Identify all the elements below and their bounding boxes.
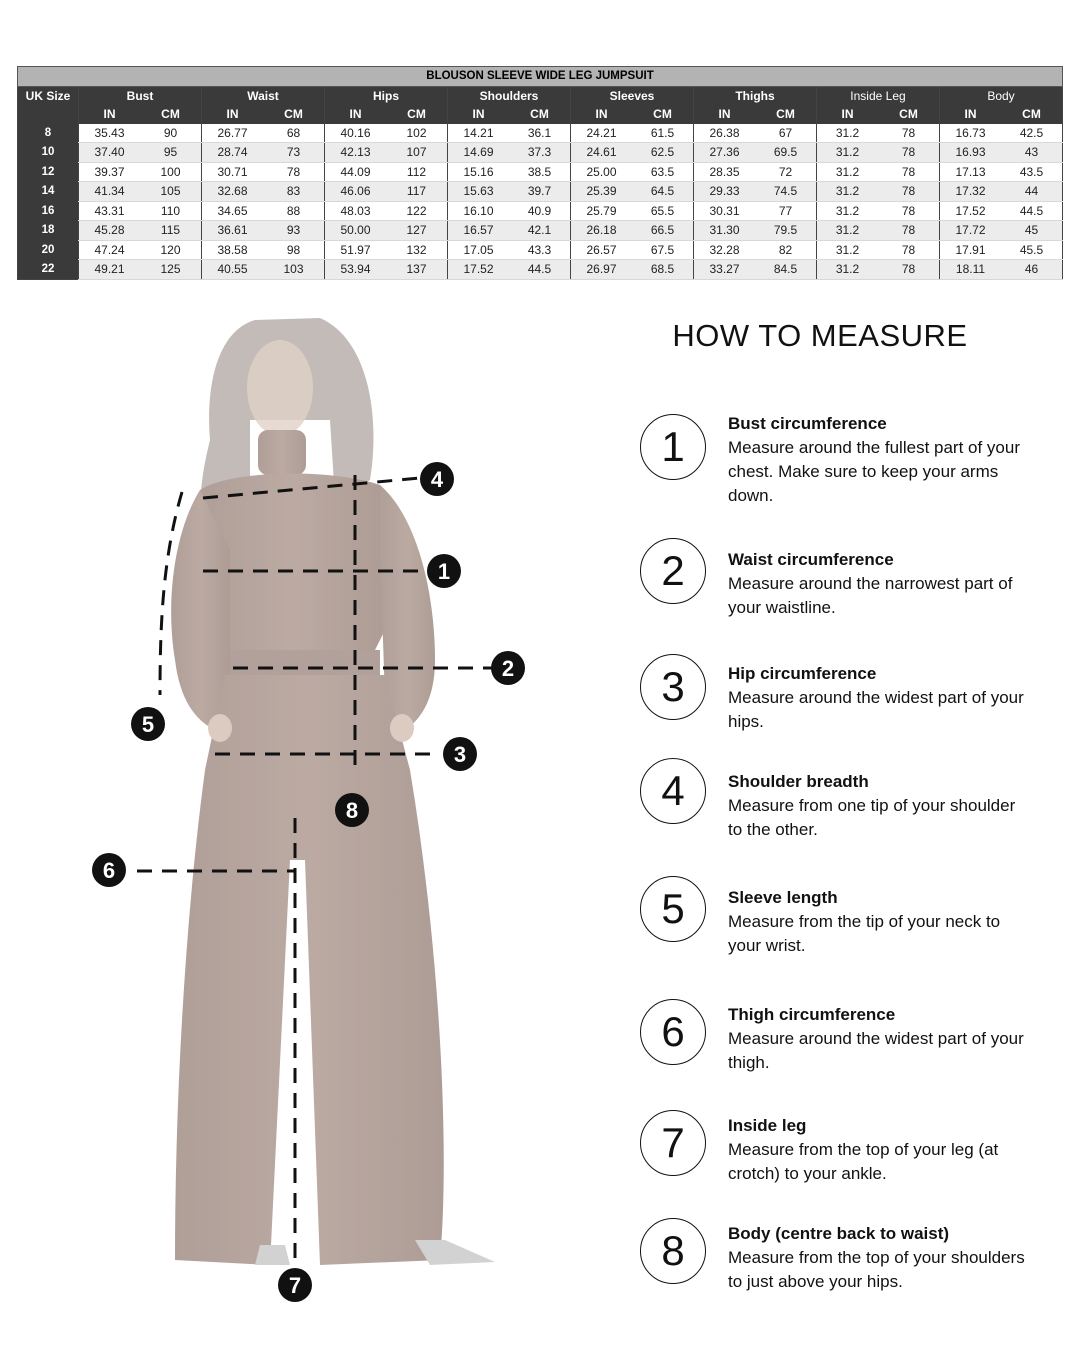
table-cell: 32.28 bbox=[694, 240, 756, 260]
marker-number: 1 bbox=[437, 559, 451, 584]
table-cell: 78 bbox=[878, 260, 940, 280]
marker-4 bbox=[420, 462, 454, 496]
size-cell: 14 bbox=[18, 182, 79, 202]
step-text bbox=[728, 662, 1028, 734]
jumpsuit-illustration bbox=[80, 300, 580, 1340]
unit-cm-header: CM bbox=[386, 105, 448, 124]
table-cell: 98 bbox=[263, 240, 325, 260]
unit-cm-header: CM bbox=[140, 105, 202, 124]
unit-spacer bbox=[18, 105, 79, 124]
table-cell: 88 bbox=[263, 201, 325, 221]
table-cell: 15.63 bbox=[448, 182, 510, 202]
table-cell: 90 bbox=[140, 124, 202, 143]
size-cell: 22 bbox=[18, 260, 79, 280]
table-cell: 31.2 bbox=[817, 143, 879, 163]
table-cell: 15.16 bbox=[448, 162, 510, 182]
group-header-hips: Hips bbox=[325, 86, 448, 105]
table-cell: 65.5 bbox=[632, 201, 694, 221]
table-cell: 17.32 bbox=[940, 182, 1002, 202]
marker-number: 5 bbox=[141, 712, 155, 737]
table-cell: 41.34 bbox=[79, 182, 141, 202]
table-row bbox=[18, 182, 1063, 202]
table-cell: 26.38 bbox=[694, 124, 756, 143]
table-cell: 24.61 bbox=[571, 143, 633, 163]
step-description: Measure around the narrowest part of your waistline. bbox=[728, 574, 1013, 617]
step-description: Measure around the widest part of your thigh. bbox=[728, 1029, 1024, 1072]
unit-cm-header: CM bbox=[1001, 105, 1063, 124]
group-header-body: Body bbox=[940, 86, 1063, 105]
table-cell: 24.21 bbox=[571, 124, 633, 143]
table-cell: 35.43 bbox=[79, 124, 141, 143]
step-description: Measure from one tip of your shoulder to the other. bbox=[728, 796, 1016, 839]
table-cell: 31.2 bbox=[817, 201, 879, 221]
table-cell: 43 bbox=[1001, 143, 1063, 163]
size-cell: 10 bbox=[18, 143, 79, 163]
step-number-circle: 2 bbox=[640, 538, 706, 604]
table-cell: 68.5 bbox=[632, 260, 694, 280]
marker-6 bbox=[92, 853, 126, 887]
unit-cm-header: CM bbox=[755, 105, 817, 124]
step-description: Measure from the tip of your neck to your wrist. bbox=[728, 912, 1001, 955]
step-description: Measure from the top of your shoulders to just above your hips. bbox=[728, 1248, 1025, 1291]
table-row bbox=[18, 124, 1063, 143]
unit-in-header: IN bbox=[79, 105, 141, 124]
size-column-header: UK Size bbox=[18, 86, 79, 105]
step-text bbox=[728, 1222, 1028, 1294]
table-cell: 84.5 bbox=[755, 260, 817, 280]
table-row bbox=[18, 143, 1063, 163]
unit-in-header: IN bbox=[202, 105, 264, 124]
table-cell: 31.2 bbox=[817, 221, 879, 241]
marker-7 bbox=[278, 1268, 312, 1302]
table-cell: 44 bbox=[1001, 182, 1063, 202]
table-cell: 17.05 bbox=[448, 240, 510, 260]
table-cell: 30.71 bbox=[202, 162, 264, 182]
step-number-circle: 3 bbox=[640, 654, 706, 720]
table-cell: 25.79 bbox=[571, 201, 633, 221]
table-cell: 78 bbox=[878, 162, 940, 182]
marker-3 bbox=[443, 737, 477, 771]
table-cell: 46.06 bbox=[325, 182, 387, 202]
table-cell: 110 bbox=[140, 201, 202, 221]
step-text bbox=[728, 412, 1028, 508]
step-text bbox=[728, 1114, 1028, 1186]
table-cell: 46 bbox=[1001, 260, 1063, 280]
table-cell: 18.11 bbox=[940, 260, 1002, 280]
step-title: Inside leg bbox=[728, 1116, 807, 1135]
table-cell: 61.5 bbox=[632, 124, 694, 143]
table-cell: 38.58 bbox=[202, 240, 264, 260]
table-cell: 29.33 bbox=[694, 182, 756, 202]
table-cell: 37.3 bbox=[509, 143, 571, 163]
table-cell: 45 bbox=[1001, 221, 1063, 241]
table-cell: 78 bbox=[878, 201, 940, 221]
step-text bbox=[728, 1003, 1028, 1075]
unit-in-header: IN bbox=[325, 105, 387, 124]
table-cell: 63.5 bbox=[632, 162, 694, 182]
group-header-inside-leg: Inside Leg bbox=[817, 86, 940, 105]
table-cell: 47.24 bbox=[79, 240, 141, 260]
table-title: BLOUSON SLEEVE WIDE LEG JUMPSUIT bbox=[18, 67, 1063, 87]
unit-in-header: IN bbox=[817, 105, 879, 124]
table-cell: 72 bbox=[755, 162, 817, 182]
marker-number: 8 bbox=[345, 798, 359, 823]
table-cell: 27.36 bbox=[694, 143, 756, 163]
table-cell: 132 bbox=[386, 240, 448, 260]
table-cell: 100 bbox=[140, 162, 202, 182]
marker-number: 4 bbox=[430, 467, 444, 492]
table-row bbox=[18, 201, 1063, 221]
table-cell: 26.97 bbox=[571, 260, 633, 280]
step-title: Shoulder breadth bbox=[728, 772, 869, 791]
table-cell: 137 bbox=[386, 260, 448, 280]
table-cell: 14.69 bbox=[448, 143, 510, 163]
group-header-bust: Bust bbox=[79, 86, 202, 105]
group-header-row bbox=[18, 86, 1063, 105]
table-cell: 40.9 bbox=[509, 201, 571, 221]
step-text bbox=[728, 548, 1028, 620]
table-cell: 36.61 bbox=[202, 221, 264, 241]
table-cell: 28.74 bbox=[202, 143, 264, 163]
marker-number: 7 bbox=[288, 1273, 302, 1298]
table-cell: 127 bbox=[386, 221, 448, 241]
table-cell: 43.5 bbox=[1001, 162, 1063, 182]
step-number-circle: 8 bbox=[640, 1218, 706, 1284]
table-cell: 44.09 bbox=[325, 162, 387, 182]
table-cell: 78 bbox=[878, 221, 940, 241]
table-cell: 14.21 bbox=[448, 124, 510, 143]
unit-in-header: IN bbox=[448, 105, 510, 124]
size-cell: 8 bbox=[18, 124, 79, 143]
unit-cm-header: CM bbox=[632, 105, 694, 124]
table-cell: 31.2 bbox=[817, 182, 879, 202]
table-cell: 78 bbox=[878, 240, 940, 260]
table-cell: 39.7 bbox=[509, 182, 571, 202]
table-cell: 40.55 bbox=[202, 260, 264, 280]
table-cell: 112 bbox=[386, 162, 448, 182]
table-cell: 125 bbox=[140, 260, 202, 280]
table-cell: 74.5 bbox=[755, 182, 817, 202]
table-cell: 44.5 bbox=[509, 260, 571, 280]
size-cell: 18 bbox=[18, 221, 79, 241]
step-description: Measure from the top of your leg (at crotch) to your ankle. bbox=[728, 1140, 999, 1183]
unit-header-row bbox=[18, 105, 1063, 124]
step-title: Hip circumference bbox=[728, 664, 877, 683]
table-cell: 44.5 bbox=[1001, 201, 1063, 221]
marker-number: 2 bbox=[501, 656, 515, 681]
group-header-shoulders: Shoulders bbox=[448, 86, 571, 105]
marker-number: 3 bbox=[453, 742, 467, 767]
step-number-circle: 5 bbox=[640, 876, 706, 942]
table-cell: 31.2 bbox=[817, 124, 879, 143]
table-cell: 45.28 bbox=[79, 221, 141, 241]
measurement-figure bbox=[80, 300, 580, 1340]
table-cell: 102 bbox=[386, 124, 448, 143]
size-chart-table bbox=[17, 66, 1063, 280]
table-cell: 42.13 bbox=[325, 143, 387, 163]
table-cell: 25.39 bbox=[571, 182, 633, 202]
table-cell: 31.2 bbox=[817, 240, 879, 260]
table-cell: 31.2 bbox=[817, 260, 879, 280]
table-cell: 42.5 bbox=[1001, 124, 1063, 143]
table-row bbox=[18, 240, 1063, 260]
table-cell: 69.5 bbox=[755, 143, 817, 163]
table-cell: 45.5 bbox=[1001, 240, 1063, 260]
table-cell: 42.1 bbox=[509, 221, 571, 241]
table-cell: 17.52 bbox=[940, 201, 1002, 221]
table-cell: 31.30 bbox=[694, 221, 756, 241]
table-cell: 37.40 bbox=[79, 143, 141, 163]
table-cell: 93 bbox=[263, 221, 325, 241]
size-cell: 20 bbox=[18, 240, 79, 260]
table-cell: 67 bbox=[755, 124, 817, 143]
table-cell: 77 bbox=[755, 201, 817, 221]
step-text bbox=[728, 886, 1028, 958]
step-number-circle: 6 bbox=[640, 999, 706, 1065]
table-cell: 67.5 bbox=[632, 240, 694, 260]
table-cell: 48.03 bbox=[325, 201, 387, 221]
table-cell: 30.31 bbox=[694, 201, 756, 221]
step-title: Bust circumference bbox=[728, 414, 887, 433]
table-cell: 40.16 bbox=[325, 124, 387, 143]
table-body bbox=[18, 124, 1063, 280]
table-cell: 31.2 bbox=[817, 162, 879, 182]
table-cell: 16.73 bbox=[940, 124, 1002, 143]
table-cell: 78 bbox=[878, 124, 940, 143]
table-cell: 83 bbox=[263, 182, 325, 202]
table-cell: 16.93 bbox=[940, 143, 1002, 163]
step-title: Body (centre back to waist) bbox=[728, 1224, 950, 1243]
table-cell: 95 bbox=[140, 143, 202, 163]
table-cell: 25.00 bbox=[571, 162, 633, 182]
table-cell: 115 bbox=[140, 221, 202, 241]
table-cell: 33.27 bbox=[694, 260, 756, 280]
table-cell: 26.77 bbox=[202, 124, 264, 143]
table-cell: 49.21 bbox=[79, 260, 141, 280]
size-cell: 12 bbox=[18, 162, 79, 182]
marker-8 bbox=[335, 793, 369, 827]
table-cell: 103 bbox=[263, 260, 325, 280]
step-number-circle: 7 bbox=[640, 1110, 706, 1176]
table-cell: 16.57 bbox=[448, 221, 510, 241]
table-cell: 78 bbox=[878, 143, 940, 163]
table-cell: 79.5 bbox=[755, 221, 817, 241]
table-cell: 117 bbox=[386, 182, 448, 202]
table-cell: 32.68 bbox=[202, 182, 264, 202]
step-title: Waist circumference bbox=[728, 550, 894, 569]
marker-1 bbox=[427, 554, 461, 588]
table-cell: 17.91 bbox=[940, 240, 1002, 260]
step-number-circle: 4 bbox=[640, 758, 706, 824]
table-cell: 62.5 bbox=[632, 143, 694, 163]
group-header-thighs: Thighs bbox=[694, 86, 817, 105]
unit-in-header: IN bbox=[694, 105, 756, 124]
table-cell: 82 bbox=[755, 240, 817, 260]
step-description: Measure around the fullest part of your chest. Make sure to keep your arms down. bbox=[728, 438, 1020, 505]
group-header-waist: Waist bbox=[202, 86, 325, 105]
step-number-circle: 1 bbox=[640, 414, 706, 480]
unit-cm-header: CM bbox=[878, 105, 940, 124]
table-cell: 78 bbox=[263, 162, 325, 182]
table-cell: 105 bbox=[140, 182, 202, 202]
marker-number: 6 bbox=[102, 858, 116, 883]
table-cell: 39.37 bbox=[79, 162, 141, 182]
table-cell: 64.5 bbox=[632, 182, 694, 202]
table-row bbox=[18, 162, 1063, 182]
table-cell: 53.94 bbox=[325, 260, 387, 280]
table-cell: 50.00 bbox=[325, 221, 387, 241]
unit-cm-header: CM bbox=[263, 105, 325, 124]
table-cell: 43.31 bbox=[79, 201, 141, 221]
table-cell: 17.72 bbox=[940, 221, 1002, 241]
how-to-measure-heading: HOW TO MEASURE bbox=[672, 318, 968, 353]
table-cell: 36.1 bbox=[509, 124, 571, 143]
unit-cm-header: CM bbox=[509, 105, 571, 124]
size-cell: 16 bbox=[18, 201, 79, 221]
table-row bbox=[18, 260, 1063, 280]
table-cell: 51.97 bbox=[325, 240, 387, 260]
table-cell: 66.5 bbox=[632, 221, 694, 241]
table-row bbox=[18, 221, 1063, 241]
table-cell: 73 bbox=[263, 143, 325, 163]
table-cell: 78 bbox=[878, 182, 940, 202]
table-cell: 122 bbox=[386, 201, 448, 221]
unit-in-header: IN bbox=[571, 105, 633, 124]
group-header-sleeves: Sleeves bbox=[571, 86, 694, 105]
table-cell: 26.57 bbox=[571, 240, 633, 260]
table-cell: 28.35 bbox=[694, 162, 756, 182]
table-cell: 120 bbox=[140, 240, 202, 260]
unit-in-header: IN bbox=[940, 105, 1002, 124]
step-text bbox=[728, 770, 1028, 842]
step-description: Measure around the widest part of your hips. bbox=[728, 688, 1024, 731]
table-cell: 107 bbox=[386, 143, 448, 163]
marker-2 bbox=[491, 651, 525, 685]
table-cell: 34.65 bbox=[202, 201, 264, 221]
table-cell: 16.10 bbox=[448, 201, 510, 221]
table-cell: 17.13 bbox=[940, 162, 1002, 182]
step-title: Thigh circumference bbox=[728, 1005, 896, 1024]
table-cell: 26.18 bbox=[571, 221, 633, 241]
table-cell: 38.5 bbox=[509, 162, 571, 182]
table-cell: 43.3 bbox=[509, 240, 571, 260]
marker-5 bbox=[131, 707, 165, 741]
step-title: Sleeve length bbox=[728, 888, 838, 907]
table-cell: 17.52 bbox=[448, 260, 510, 280]
table-cell: 68 bbox=[263, 124, 325, 143]
